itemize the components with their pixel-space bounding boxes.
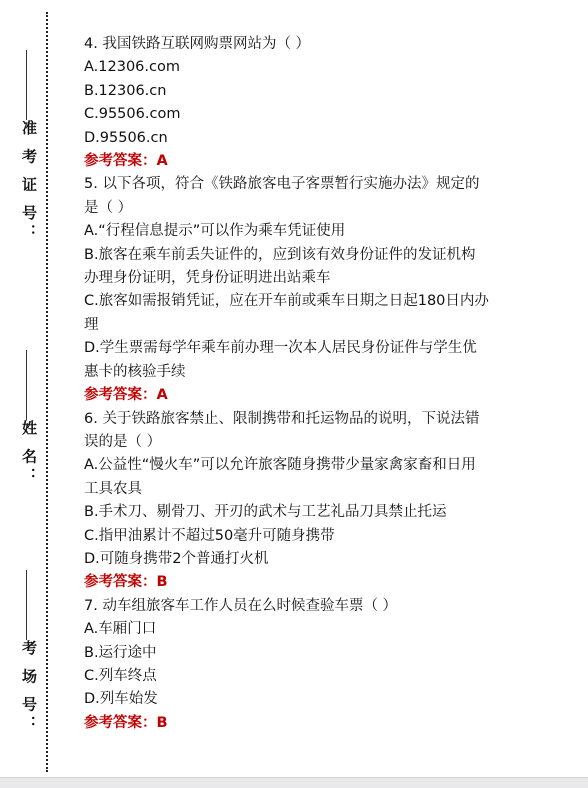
binding-margin xyxy=(0,0,50,788)
question-stem: 5. 以下各项，符合《铁路旅客电子客票暂行实施办法》规定的 xyxy=(84,176,480,193)
option-c: C.指甲油累计不超过50毫升可随身携带 xyxy=(84,527,335,544)
question-stem: 7. 动车组旅客车工作人员在么时候查验车票（ ） xyxy=(84,597,398,614)
option-d: D.95506.cn xyxy=(84,129,168,146)
option-c-cont: 理 xyxy=(84,316,99,333)
option-d: D.可随身携带2个普通打火机 xyxy=(84,550,269,567)
option-d: D.学生票需每学年乘车前办理一次本人居民身份证件与学生优 xyxy=(84,340,477,357)
option-b: B.旅客在乘车前丢失证件的，应到该有效身份证件的发证机构 xyxy=(84,246,476,263)
answer-line: 参考答案：A xyxy=(84,387,168,404)
question-stem: 6. 关于铁路旅客禁止、限制携带和托运物品的说明，下说法错 xyxy=(84,410,480,427)
question-stem-cont: 误的是（ ） xyxy=(84,433,162,450)
question-block xyxy=(84,408,574,595)
option-c: C.列车终点 xyxy=(84,667,157,684)
fill-line xyxy=(26,50,27,120)
option-b-cont: 办理身份证明，凭身份证明进出站乘车 xyxy=(84,270,331,287)
option-c: C.旅客如需报销凭证，应在开车前或乘车日期之日起180日内办 xyxy=(84,293,489,310)
question-stem-cont: 是（ ） xyxy=(84,199,133,216)
option-a: A.公益性“慢火车”可以允许旅客随身携带少量家禽家畜和日用 xyxy=(84,457,476,474)
option-a: A.车厢门口 xyxy=(84,621,157,638)
question-stem: 4. 我国铁路互联网购票网站为（ ） xyxy=(84,36,311,52)
question-list xyxy=(84,33,574,735)
answer-line: 参考答案：A xyxy=(84,153,168,170)
option-a: A.“行程信息提示”可以作为乘车凭证使用 xyxy=(84,223,346,240)
option-a-cont: 工具农具 xyxy=(84,480,142,497)
dotted-cut-line xyxy=(46,12,48,772)
fill-line xyxy=(26,570,27,640)
answer-line: 参考答案：B xyxy=(84,574,168,591)
question-block xyxy=(84,173,574,407)
option-a: A.12306.com xyxy=(84,59,180,76)
option-b: B.运行途中 xyxy=(84,644,157,661)
question-block xyxy=(84,33,574,173)
fill-line xyxy=(26,350,27,420)
margin-field-exam-id: 准 考 证 号： xyxy=(18,40,40,243)
option-c: C.95506.com xyxy=(84,106,181,123)
option-b: B.12306.cn xyxy=(84,82,167,99)
page-bottom-edge xyxy=(0,777,588,788)
option-d: D.列车始发 xyxy=(84,691,158,708)
margin-field-name: 姓 名： xyxy=(18,340,40,486)
option-b: B.手术刀、剔骨刀、开刃的武术与工艺礼品刀具禁止托运 xyxy=(84,504,447,521)
question-block xyxy=(84,595,574,735)
margin-field-room-no: 考 场 号： xyxy=(18,560,40,734)
answer-line: 参考答案：B xyxy=(84,714,168,731)
option-d-cont: 惠卡的核验手续 xyxy=(84,363,186,380)
